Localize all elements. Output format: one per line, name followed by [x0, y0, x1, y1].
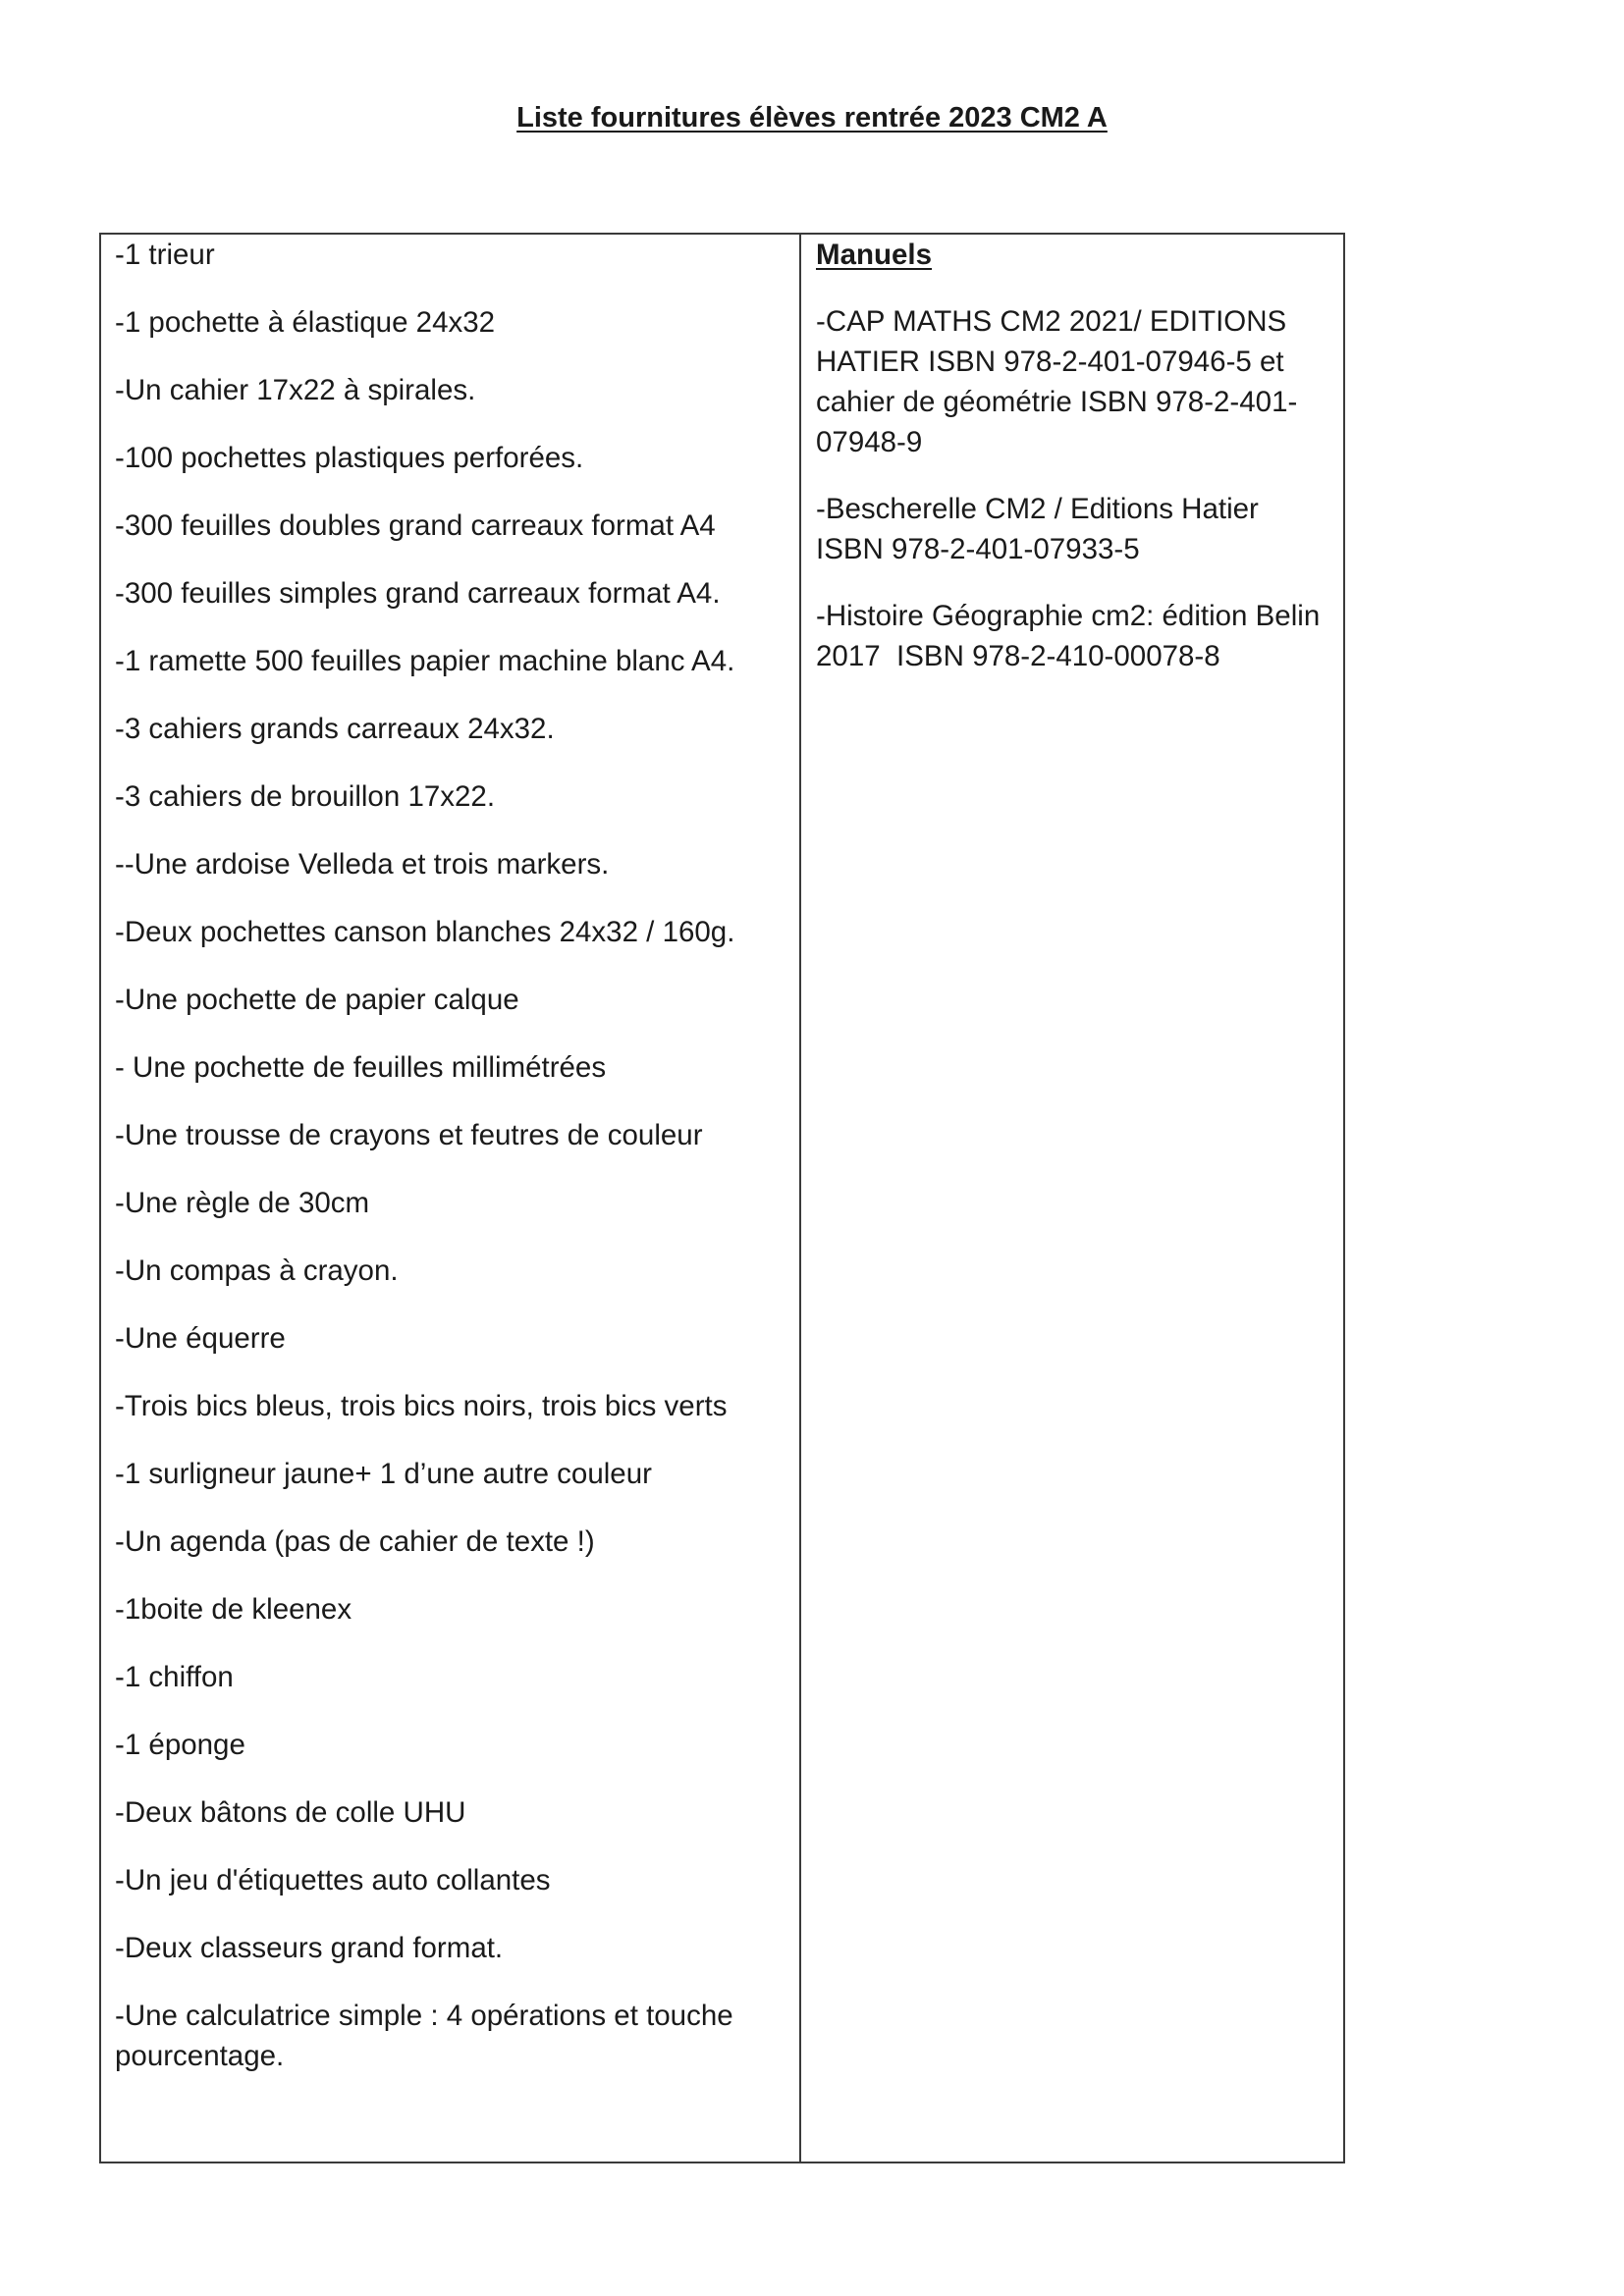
supply-item: -300 feuilles simples grand carreaux format A4. [115, 577, 721, 610]
supply-item: -3 cahiers grands carreaux 24x32. [115, 713, 555, 745]
supply-item: -1 chiffon [115, 1661, 234, 1693]
supply-item: -Une trousse de crayons et feutres de couleur [115, 1119, 703, 1151]
supply-item: -1 ramette 500 feuilles papier machine blanc A4. [115, 645, 735, 677]
supply-item: -Un compas à crayon. [115, 1255, 399, 1287]
supply-item: -Un jeu d'étiquettes auto collantes [115, 1864, 551, 1896]
page-title: Liste fournitures élèves rentrée 2023 CM2 A [516, 102, 1108, 133]
book-item: -CAP MATHS CM2 2021/ EDITIONS HATIER ISBN 978-2-401-07946-5 et cahier de géométrie ISBN 978-2-401-07948-9 [816, 305, 1298, 458]
supply-item: -100 pochettes plastiques perforées. [115, 442, 584, 474]
supply-item: -Trois bics bleus, trois bics noirs, trois bics verts [115, 1390, 728, 1422]
supply-item: -3 cahiers de brouillon 17x22. [115, 780, 496, 813]
supply-item: -1 surligneur jaune+ 1 d’une autre couleur [115, 1458, 652, 1490]
supply-item: -1boite de kleenex [115, 1593, 352, 1626]
supply-item: -300 feuilles doubles grand carreaux format A4 [115, 509, 716, 542]
manuels-heading: Manuels [816, 239, 933, 271]
supply-item: - Une pochette de feuilles millimétrées [115, 1051, 607, 1084]
supply-item: -1 trieur [115, 239, 215, 271]
supply-item: -Deux classeurs grand format. [115, 1932, 504, 1964]
supply-item: -Une équerre [115, 1322, 286, 1355]
supply-item: -Un cahier 17x22 à spirales. [115, 374, 476, 406]
supply-item: -Une calculatrice simple : 4 opérations et touche pourcentage. [115, 2000, 733, 2072]
supply-item: -Deux bâtons de colle UHU [115, 1796, 466, 1829]
supply-item: -Deux pochettes canson blanches 24x32 / 160g. [115, 916, 735, 948]
supply-item: -Une pochette de papier calque [115, 984, 519, 1016]
supply-item: -1 pochette à élastique 24x32 [115, 306, 496, 339]
supply-item: -1 éponge [115, 1729, 245, 1761]
supply-item: -Une règle de 30cm [115, 1187, 370, 1219]
book-item: -Bescherelle CM2 / Editions Hatier ISBN 978-2-401-07933-5 [816, 493, 1268, 565]
supply-table [99, 233, 1345, 2163]
manuels-column [801, 235, 1343, 2162]
supply-item: --Une ardoise Velleda et trois markers. [115, 848, 610, 881]
supplies-column [101, 235, 801, 2162]
supply-item: -Un agenda (pas de cahier de texte !) [115, 1525, 595, 1558]
book-item: -Histoire Géographie cm2: édition Belin 2017 ISBN 978-2-410-00078-8 [816, 600, 1328, 672]
